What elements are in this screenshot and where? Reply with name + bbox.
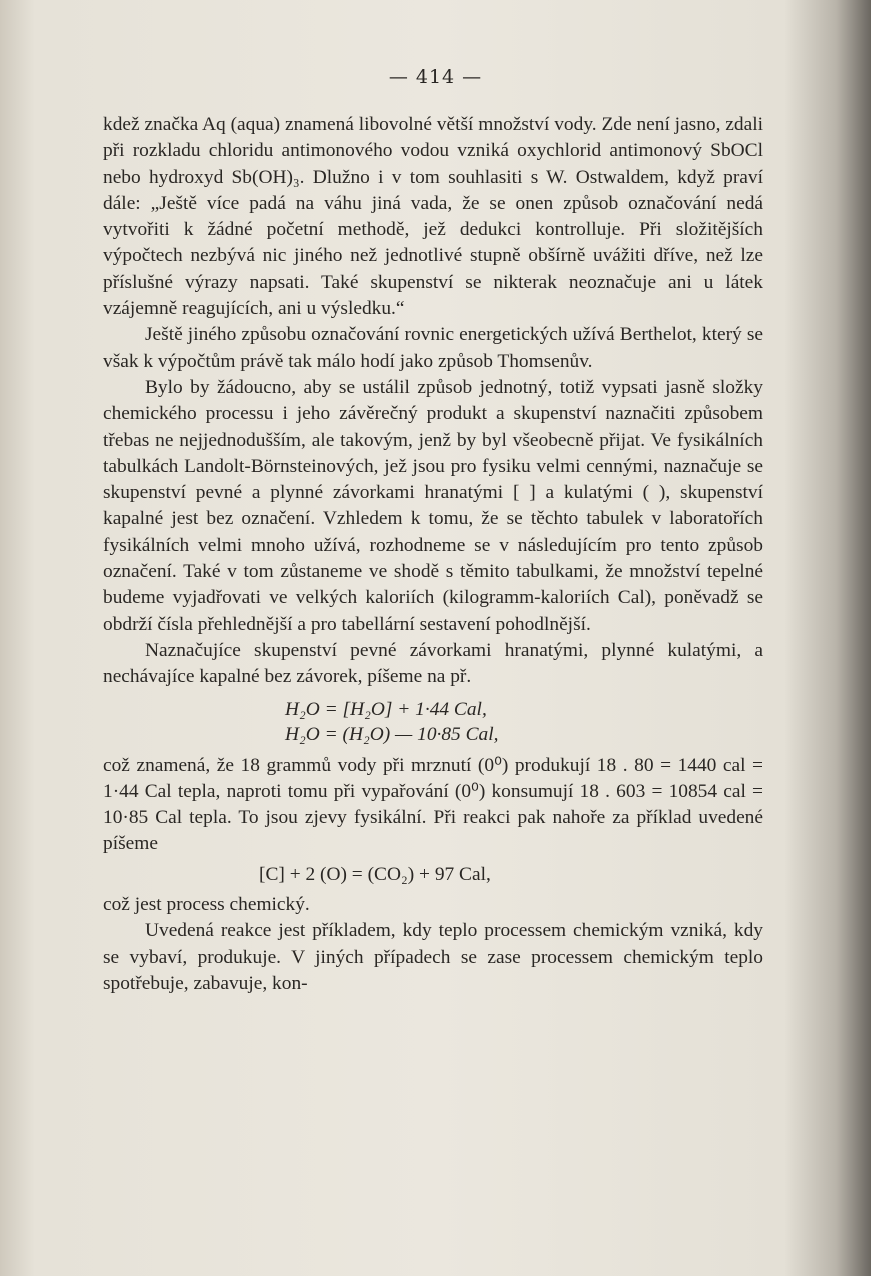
paragraph: Naznačujíce skupenství pevné závorkami hranatými, plynné kulatými, a nechávajíce kapalné bez závorek, píšeme na př. — [103, 639, 763, 688]
equation: H₂O = (H₂O) — 10·85 Cal, — [285, 723, 499, 745]
paragraph: kdež značka Aq (aqua) znamená libovolné větší množství vody. Zde není jasno, zdali při rozkladu chloridu antimonového vodou vzniká oxychlorid antimonový SbOCl nebo hydroxyd Sb(OH)₃. Dlužno i v tom souhlasiti s W. Ostwaldem, když praví dále: „Ještě více padá na váhu jiná vada, že se onen způsob označování nedá vytvořiti k žádné početní methodě, jež dedukci kontrolluje. Při složitějších výpočtech nezbývá nic jiného než jednotlivé stupně obšírně uvážiti dříve, než lze příslušné výrazy napsati. Také skupenství se nikterak neoznačuje ani u látek vzájemně reagujících, ani u výsledku.“ — [103, 114, 763, 320]
paragraph: Ještě jiného způsobu označování rovnic energetických užívá Berthelot, který se však k výpočtům právě tak málo hodí jako způsob Thomsenův. — [103, 324, 763, 372]
paragraph: Bylo by žádoucno, aby se ustálil způsob jednotný, totiž vypsati jasně složky chemického processu i jeho závěrečný produkt a skupenství naznačiti způsobem třebas ne nejjednodušším, ale takovým, jenž by byl všeobecně přijat. Ve fysikálních tabulkách Landolt-Börnsteinových, jež jsou pro fysiku velmi cennými, naznačuje se skupenství pevné a plynné závorkami hranatými [ ] a kulatými ( ), skupenství kapalné jest bez označení. Vzhledem k tomu, že se těchto tabulek v laboratořích fysikálních velmi mnoho užívá, rozhodneme se v následujícím pro tento způsob označení. Také v tom zůstaneme ve shodě s těmito tabulkami, že množství tepelné budeme vyjadřovati ve velkých kaloriích (kilogramm-kaloriích Cal), poněvadž se obdrží čísla přehlednější a pro tabellární sestavení pohodlnější. — [103, 376, 763, 635]
equation-block — [103, 697, 763, 747]
equation: H₂O = [H₂O] + 1·44 Cal, — [285, 698, 487, 720]
paragraph: Uvedená reakce jest příkladem, kdy teplo processem chemickým vzniká, kdy se vybaví, produkuje. V jiných případech se zase processem chemickým teplo spotřebuje, zabavuje, kon- — [103, 920, 763, 994]
body-text — [103, 112, 763, 997]
equation: [C] + 2 (O) = (CO₂) + 97 Cal, — [259, 863, 491, 885]
page-number: — 414 — — [388, 66, 483, 88]
paragraph: což jest process chemický. — [103, 894, 310, 916]
paragraph: což znamená, že 18 grammů vody při mrznutí (0⁰) produkují 18 . 80 = 1440 cal = 1·44 Cal tepla, naproti tomu při vypařování (0⁰) konsumují 18 . 603 = 10854 cal = 10·85 Cal tepla. To jsou zjevy fysikální. Při reakci pak nahoře za příklad uvedené píšeme — [103, 754, 763, 855]
